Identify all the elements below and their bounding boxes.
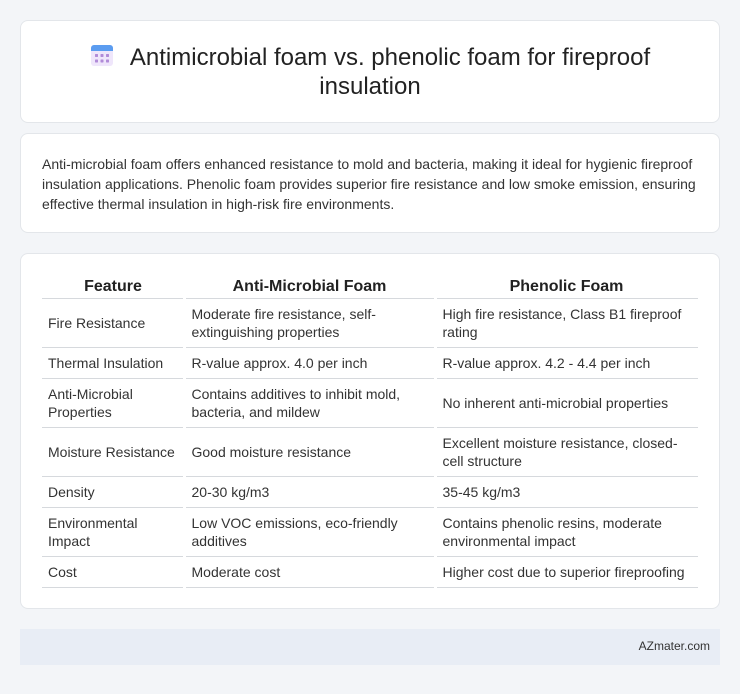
anti-microbial-cell: Moderate cost	[184, 556, 435, 587]
table-row	[42, 476, 698, 507]
header-anti-microbial-foam: Anti-Microbial Foam	[232, 278, 387, 296]
title-line-1: Antimicrobial foam vs. phenolic foam for fireproof	[129, 44, 651, 71]
phenolic-cell: High fire resistance, Class B1 fireproof rating	[435, 298, 698, 347]
feature-cell: Environmental Impact	[42, 507, 184, 556]
phenolic-cell: Contains phenolic resins, moderate environmental impact	[435, 507, 698, 556]
table-row	[42, 427, 698, 476]
phenolic-cell: No inherent anti-microbial properties	[435, 378, 698, 427]
phenolic-cell: 35-45 kg/m3	[435, 476, 698, 507]
footer-bar	[20, 629, 720, 665]
comparison-card	[20, 253, 720, 609]
phenolic-cell: Higher cost due to superior fireproofing	[435, 556, 698, 587]
table-row	[42, 556, 698, 587]
anti-microbial-cell: Low VOC emissions, eco-friendly additives	[184, 507, 435, 556]
table-header-row	[42, 275, 698, 298]
footer-site-link[interactable]: AZmater.com	[638, 639, 710, 653]
comparison-table	[42, 275, 698, 588]
table-row	[42, 347, 698, 378]
header-feature: Feature	[84, 278, 142, 296]
feature-cell: Anti-Microbial Properties	[42, 378, 184, 427]
feature-cell: Density	[42, 476, 184, 507]
table-row	[42, 507, 698, 556]
phenolic-cell: Excellent moisture resistance, closed-cell structure	[435, 427, 698, 476]
title-card	[20, 20, 720, 123]
page-title	[21, 43, 719, 101]
table-row	[42, 378, 698, 427]
anti-microbial-cell: Moderate fire resistance, self-extinguishing properties	[184, 298, 435, 347]
anti-microbial-cell: Contains additives to inhibit mold, bacteria, and mildew	[184, 378, 435, 427]
calendar-icon	[90, 43, 114, 67]
header-phenolic-foam: Phenolic Foam	[509, 278, 624, 296]
summary-card	[20, 133, 720, 233]
anti-microbial-cell: 20-30 kg/m3	[184, 476, 435, 507]
table-row	[42, 298, 698, 347]
title-line-2: insulation	[319, 73, 421, 100]
summary-text: Anti-microbial foam offers enhanced resistance to mold and bacteria, making it ideal for hygienic fireproof insulation applications. Phenolic foam provides superior fire resistance and low smoke emission, ensuring effective thermal insulation in high-risk fire environments.	[42, 156, 696, 212]
feature-cell: Fire Resistance	[42, 298, 184, 347]
feature-cell: Thermal Insulation	[42, 347, 184, 378]
feature-cell: Cost	[42, 556, 184, 587]
feature-cell: Moisture Resistance	[42, 427, 184, 476]
anti-microbial-cell: Good moisture resistance	[184, 427, 435, 476]
anti-microbial-cell: R-value approx. 4.0 per inch	[184, 347, 435, 378]
phenolic-cell: R-value approx. 4.2 - 4.4 per inch	[435, 347, 698, 378]
